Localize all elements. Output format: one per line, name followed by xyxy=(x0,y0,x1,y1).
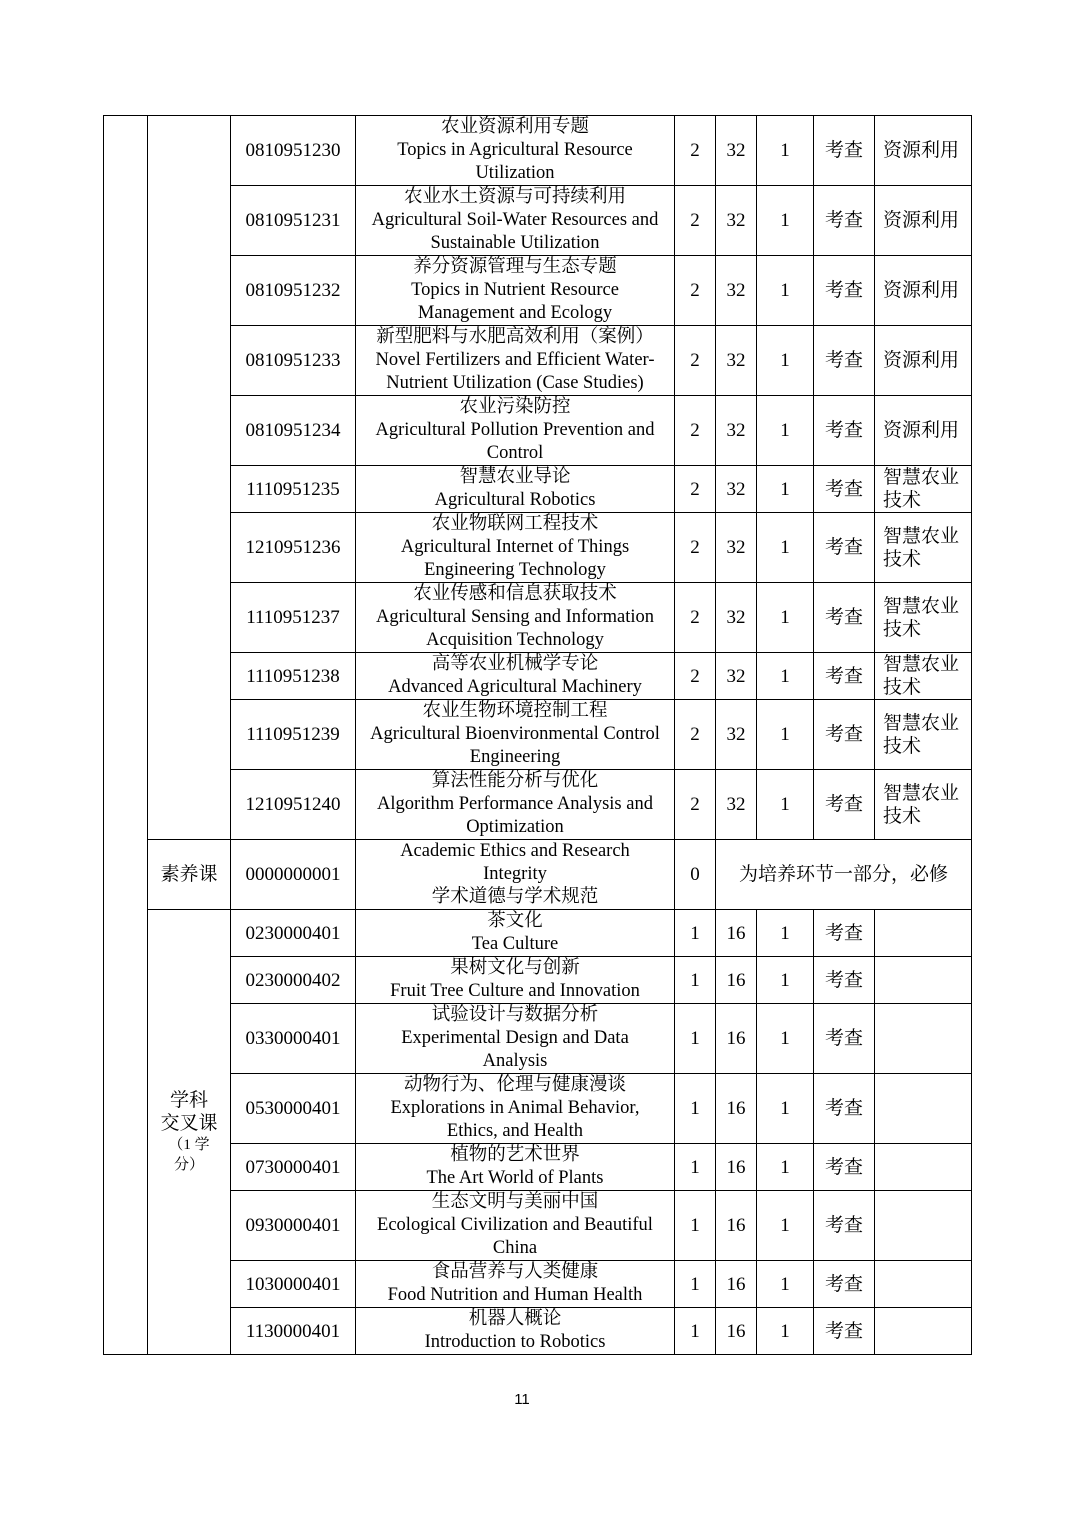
text-line: 智慧农业 xyxy=(883,525,960,547)
required-note-cell: 为培养环节一部分，必修 xyxy=(716,840,972,910)
semester-cell: 1 xyxy=(757,653,814,700)
course-code-cell: 0810951233 xyxy=(231,326,356,396)
course-code-cell: 0810951232 xyxy=(231,256,356,326)
assessment-cell: 考查 xyxy=(814,1308,875,1355)
text-line: 农业传感和信息获取技术 xyxy=(413,584,617,604)
course-name-cell xyxy=(356,583,675,653)
category-cell xyxy=(875,1308,972,1355)
assessment-cell: 考查 xyxy=(814,770,875,840)
category-cell xyxy=(875,1074,972,1144)
text-line: Agricultural Internet of Things xyxy=(400,537,630,557)
text-line: 养分资源管理与生态专题 xyxy=(413,257,617,277)
text-line: China xyxy=(492,1238,538,1258)
credits-cell: 2 xyxy=(675,256,716,326)
credits-cell: 1 xyxy=(675,910,716,957)
credits-cell: 1 xyxy=(675,1074,716,1144)
semester-cell: 1 xyxy=(757,1308,814,1355)
text-line: Advanced Agricultural Machinery xyxy=(388,677,642,697)
text-line: Management and Ecology xyxy=(417,303,613,323)
credits-cell: 1 xyxy=(675,957,716,1004)
category-cell xyxy=(875,770,972,840)
text-line: Acquisition Technology xyxy=(426,630,604,650)
text-line: 高等农业机械学专论 xyxy=(431,654,599,674)
course-row xyxy=(104,466,972,513)
text-line: Experimental Design and Data xyxy=(401,1028,629,1048)
semester-cell: 1 xyxy=(757,700,814,770)
credits-cell: 2 xyxy=(675,653,716,700)
text-line: Utilization xyxy=(475,163,555,183)
credits-cell: 2 xyxy=(675,770,716,840)
course-row xyxy=(104,700,972,770)
text-line: 生态文明与美丽中国 xyxy=(431,1192,599,1212)
text-line: 机器人概论 xyxy=(468,1309,562,1329)
credits-cell: 1 xyxy=(675,1308,716,1355)
text-line: Agricultural Pollution Prevention and xyxy=(375,420,655,440)
hours-cell: 32 xyxy=(716,583,757,653)
hours-cell: 32 xyxy=(716,186,757,256)
text-line: Engineering Technology xyxy=(424,560,606,580)
text-line: 技术 xyxy=(883,805,922,827)
course-row xyxy=(104,653,972,700)
course-row xyxy=(104,116,972,186)
assessment-cell: 考查 xyxy=(814,186,875,256)
group-cell-interdisciplinary xyxy=(148,910,231,1355)
text-line: 技术 xyxy=(883,490,922,511)
course-row xyxy=(104,957,972,1004)
text-line: 智慧农业 xyxy=(883,467,960,488)
semester-cell: 1 xyxy=(757,1191,814,1261)
semester-cell: 1 xyxy=(757,770,814,840)
text-line: 智慧农业 xyxy=(883,782,960,804)
course-row xyxy=(104,770,972,840)
text-line: （1 学 xyxy=(168,1137,210,1153)
course-name-cell xyxy=(356,513,675,583)
course-code-cell: 0530000401 xyxy=(231,1074,356,1144)
course-name-cell xyxy=(356,116,675,186)
hours-cell: 32 xyxy=(716,770,757,840)
category-cell xyxy=(875,910,972,957)
text-line: 试验设计与数据分析 xyxy=(431,1005,599,1025)
text-line: 智慧农业 xyxy=(883,654,960,675)
course-row xyxy=(104,1261,972,1308)
text-line: 果树文化与创新 xyxy=(450,958,580,978)
text-line: Nutrient Utilization (Case Studies) xyxy=(386,373,644,393)
text-line: Novel Fertilizers and Efficient Water- xyxy=(375,350,655,370)
assessment-cell: 考查 xyxy=(814,1191,875,1261)
course-row xyxy=(104,1074,972,1144)
credits-cell: 1 xyxy=(675,1261,716,1308)
hours-cell: 16 xyxy=(716,1004,757,1074)
text-line: Optimization xyxy=(466,817,564,837)
text-line: 农业资源利用专题 xyxy=(440,117,589,137)
semester-cell: 1 xyxy=(757,1004,814,1074)
category-cell xyxy=(875,1261,972,1308)
course-name-cell xyxy=(356,326,675,396)
text-line: Agricultural Soil-Water Resources and xyxy=(371,210,659,230)
semester-cell: 1 xyxy=(757,396,814,466)
assessment-cell: 考查 xyxy=(814,1144,875,1191)
course-row xyxy=(104,513,972,583)
course-code-cell: 1110951239 xyxy=(231,700,356,770)
course-name-cell xyxy=(356,1004,675,1074)
text-line: Agricultural Robotics xyxy=(434,490,596,510)
semester-cell: 1 xyxy=(757,1074,814,1144)
text-line: 资源利用 xyxy=(883,140,960,161)
text-line: Topics in Nutrient Resource xyxy=(411,280,619,300)
semester-cell: 1 xyxy=(757,513,814,583)
course-code-cell: 1210951236 xyxy=(231,513,356,583)
text-line: Ecological Civilization and Beautiful xyxy=(377,1215,653,1235)
text-line: 资源利用 xyxy=(883,210,960,231)
course-code-cell: 0230000401 xyxy=(231,910,356,957)
hours-cell: 32 xyxy=(716,116,757,186)
course-name-cell xyxy=(356,957,675,1004)
semester-cell: 1 xyxy=(757,186,814,256)
course-name-cell xyxy=(356,1308,675,1355)
text-line: 技术 xyxy=(883,677,922,698)
hours-cell: 16 xyxy=(716,1074,757,1144)
credits-cell: 1 xyxy=(675,1191,716,1261)
course-name-cell xyxy=(356,653,675,700)
assessment-cell: 考查 xyxy=(814,700,875,770)
course-row xyxy=(104,840,972,910)
semester-cell: 1 xyxy=(757,326,814,396)
text-line: Engineering xyxy=(469,747,561,767)
course-name-cell xyxy=(356,700,675,770)
text-line: Ethics, and Health xyxy=(446,1121,584,1141)
text-line: 农业生物环境控制工程 xyxy=(422,701,608,721)
text-line: 技术 xyxy=(883,548,922,570)
text-line: 智慧农业 xyxy=(883,595,960,617)
assessment-cell: 考查 xyxy=(814,256,875,326)
text-line: 新型肥料与水肥高效利用（案例） xyxy=(376,327,654,347)
course-code-cell: 0730000401 xyxy=(231,1144,356,1191)
category-cell xyxy=(875,466,972,513)
hours-cell: 16 xyxy=(716,1144,757,1191)
text-line: 资源利用 xyxy=(883,280,960,301)
course-row xyxy=(104,186,972,256)
course-code-cell: 1210951240 xyxy=(231,770,356,840)
assessment-cell: 考查 xyxy=(814,957,875,1004)
course-table xyxy=(103,115,972,1355)
category-cell xyxy=(875,256,972,326)
course-name-cell xyxy=(356,840,675,910)
text-line: 学术道德与学术规范 xyxy=(431,887,599,907)
credits-cell: 2 xyxy=(675,513,716,583)
credits-cell: 2 xyxy=(675,186,716,256)
credits-cell: 2 xyxy=(675,116,716,186)
assessment-cell: 考查 xyxy=(814,326,875,396)
assessment-cell: 考查 xyxy=(814,116,875,186)
text-line: 植物的艺术世界 xyxy=(450,1145,580,1165)
hours-cell: 32 xyxy=(716,653,757,700)
text-line: Introduction to Robotics xyxy=(424,1332,606,1352)
assessment-cell: 考查 xyxy=(814,1004,875,1074)
course-row xyxy=(104,1144,972,1191)
course-code-cell: 1130000401 xyxy=(231,1308,356,1355)
text-line: Fruit Tree Culture and Innovation xyxy=(390,981,640,1001)
hours-cell: 16 xyxy=(716,1191,757,1261)
course-code-cell: 0810951231 xyxy=(231,186,356,256)
course-row xyxy=(104,256,972,326)
course-name-cell xyxy=(356,466,675,513)
text-line: 交叉课 xyxy=(160,1113,218,1134)
course-name-cell xyxy=(356,1191,675,1261)
assessment-cell: 考查 xyxy=(814,1261,875,1308)
text-line: Academic Ethics and Research xyxy=(400,841,630,861)
credits-cell: 2 xyxy=(675,583,716,653)
credits-cell: 2 xyxy=(675,396,716,466)
assessment-cell: 考查 xyxy=(814,513,875,583)
text-line: 茶文化 xyxy=(487,911,543,931)
course-name-cell xyxy=(356,910,675,957)
course-code-cell: 1110951235 xyxy=(231,466,356,513)
credits-cell: 0 xyxy=(675,840,716,910)
category-cell xyxy=(875,1144,972,1191)
text-line: 农业物联网工程技术 xyxy=(431,514,599,534)
course-code-cell: 0810951230 xyxy=(231,116,356,186)
semester-cell: 1 xyxy=(757,583,814,653)
course-table-body xyxy=(104,116,972,1355)
text-line: 智慧农业导论 xyxy=(459,467,571,487)
text-line: 资源利用 xyxy=(883,420,960,441)
course-row xyxy=(104,583,972,653)
hours-cell: 16 xyxy=(716,957,757,1004)
hours-cell: 32 xyxy=(716,700,757,770)
page-number: 11 xyxy=(514,1391,530,1408)
group-cell-suyang: 素养课 xyxy=(148,840,231,910)
text-line: Food Nutrition and Human Health xyxy=(387,1285,643,1305)
assessment-cell: 考查 xyxy=(814,583,875,653)
text-line: 食品营养与人类健康 xyxy=(431,1262,599,1282)
course-name-cell xyxy=(356,396,675,466)
category-cell xyxy=(875,700,972,770)
assessment-cell: 考查 xyxy=(814,466,875,513)
course-name-cell xyxy=(356,186,675,256)
course-code-cell: 0930000401 xyxy=(231,1191,356,1261)
text-line: Sustainable Utilization xyxy=(430,233,600,253)
course-row xyxy=(104,1004,972,1074)
text-line: 资源利用 xyxy=(883,350,960,371)
category-cell xyxy=(875,186,972,256)
hours-cell: 32 xyxy=(716,396,757,466)
course-name-cell xyxy=(356,1074,675,1144)
assessment-cell: 考查 xyxy=(814,653,875,700)
course-row xyxy=(104,1308,972,1355)
credits-cell: 2 xyxy=(675,326,716,396)
semester-cell: 1 xyxy=(757,1261,814,1308)
hours-cell: 16 xyxy=(716,1308,757,1355)
semester-cell: 1 xyxy=(757,256,814,326)
semester-cell: 1 xyxy=(757,957,814,1004)
category-cell xyxy=(875,1004,972,1074)
text-line: Agricultural Bioenvironmental Control xyxy=(370,724,660,744)
text-line: Explorations in Animal Behavior, xyxy=(390,1098,640,1118)
hours-cell: 32 xyxy=(716,326,757,396)
course-code-cell: 0330000401 xyxy=(231,1004,356,1074)
text-line: The Art World of Plants xyxy=(426,1168,604,1188)
text-line: 农业污染防控 xyxy=(459,397,571,417)
course-name-cell xyxy=(356,1261,675,1308)
course-code-cell: 0810951234 xyxy=(231,396,356,466)
hours-cell: 32 xyxy=(716,513,757,583)
text-line: 分） xyxy=(173,1157,204,1173)
hours-cell: 16 xyxy=(716,910,757,957)
category-cell xyxy=(875,957,972,1004)
semester-cell: 1 xyxy=(757,910,814,957)
course-code-cell: 0230000402 xyxy=(231,957,356,1004)
semester-cell: 1 xyxy=(757,1144,814,1191)
course-row xyxy=(104,326,972,396)
hours-cell: 32 xyxy=(716,466,757,513)
text-line: Topics in Agricultural Resource xyxy=(397,140,633,160)
text-line: Agricultural Sensing and Information xyxy=(376,607,654,627)
course-name-cell xyxy=(356,256,675,326)
credits-cell: 1 xyxy=(675,1144,716,1191)
course-code-cell: 0000000001 xyxy=(231,840,356,910)
semester-cell: 1 xyxy=(757,116,814,186)
course-name-cell xyxy=(356,770,675,840)
course-code-cell: 1110951238 xyxy=(231,653,356,700)
text-line: 技术 xyxy=(883,735,922,757)
text-line: 农业水土资源与可持续利用 xyxy=(403,187,626,207)
category-cell xyxy=(875,396,972,466)
credits-cell: 2 xyxy=(675,700,716,770)
assessment-cell: 考查 xyxy=(814,910,875,957)
course-name-cell xyxy=(356,1144,675,1191)
text-line: 智慧农业 xyxy=(883,712,960,734)
hours-cell: 32 xyxy=(716,256,757,326)
category-cell xyxy=(875,653,972,700)
left-spacer-cell xyxy=(104,116,148,1355)
course-row xyxy=(104,396,972,466)
hours-cell: 16 xyxy=(716,1261,757,1308)
text-line: Integrity xyxy=(483,864,547,884)
course-code-cell: 1030000401 xyxy=(231,1261,356,1308)
assessment-cell: 考查 xyxy=(814,1074,875,1144)
text-line: Control xyxy=(486,443,544,463)
semester-cell: 1 xyxy=(757,466,814,513)
text-line: 学科 xyxy=(169,1090,208,1111)
category-cell xyxy=(875,116,972,186)
group-cell-upper xyxy=(148,116,231,840)
category-cell xyxy=(875,583,972,653)
text-line: 算法性能分析与优化 xyxy=(431,771,599,791)
text-line: 技术 xyxy=(883,618,922,640)
credits-cell: 2 xyxy=(675,466,716,513)
text-line: Tea Culture xyxy=(471,934,559,954)
category-cell xyxy=(875,1191,972,1261)
course-row xyxy=(104,910,972,957)
credits-cell: 1 xyxy=(675,1004,716,1074)
text-line: Analysis xyxy=(482,1051,548,1071)
category-cell xyxy=(875,326,972,396)
assessment-cell: 考查 xyxy=(814,396,875,466)
text-line: 动物行为、伦理与健康漫谈 xyxy=(403,1075,626,1095)
text-line: Algorithm Performance Analysis and xyxy=(377,794,653,814)
course-code-cell: 1110951237 xyxy=(231,583,356,653)
category-cell xyxy=(875,513,972,583)
course-row xyxy=(104,1191,972,1261)
